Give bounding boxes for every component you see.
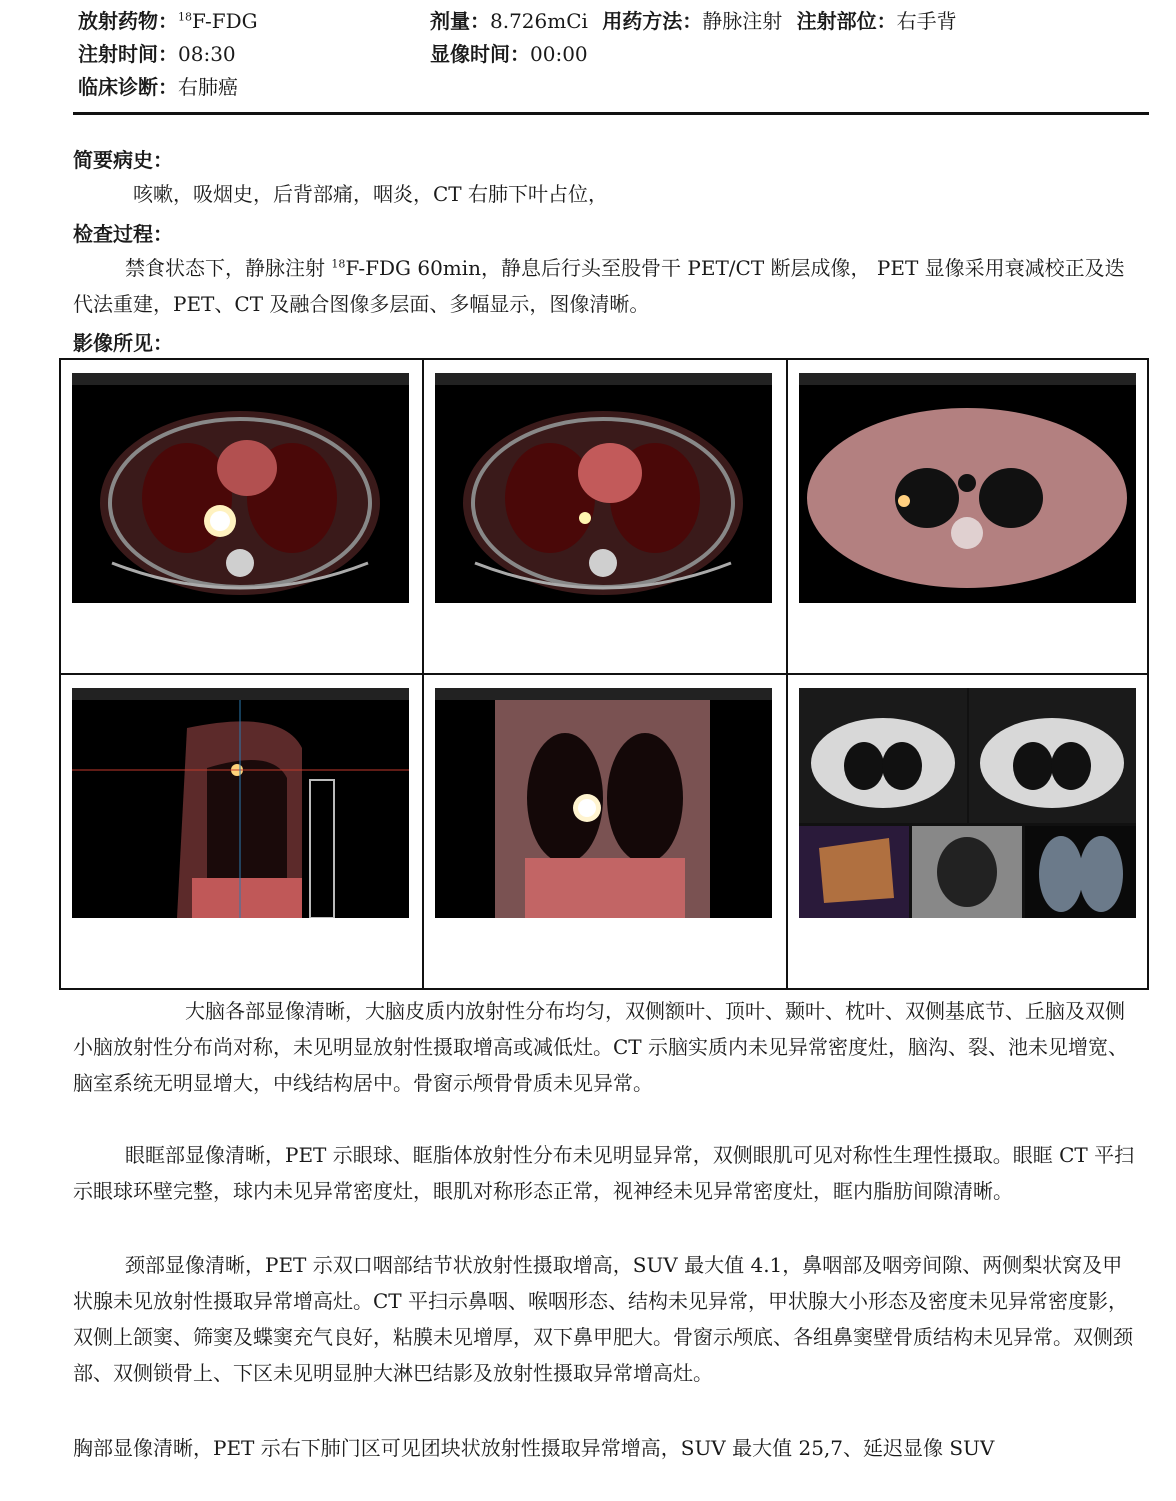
findings-title: 影像所见：	[73, 331, 173, 355]
imaging-time-row	[430, 38, 588, 70]
pet-ct-sagittal-image[interactable]	[72, 688, 409, 918]
finding-chest: 胸部显像清晰，PET 示右下肺门区可见团块状放射性摄取异常增高，SUV 最大值 25,7、延迟显像 SUV	[73, 1436, 995, 1460]
imaging-time-value: 00:00	[530, 42, 588, 66]
pet-ct-axial-image-3[interactable]	[799, 373, 1136, 603]
finding-orbit: 眼眶部显像清晰，PET 示眼球、眶脂体放射性分布未见明显异常，双侧眼肌可见对称性生理性摄取。眼眶 CT 平扫示眼球环壁完整，球内未见异常密度灶，眼肌对称形态正常，视神经未见异常密度灶，眶内脂肪间隙清晰。	[73, 1143, 1135, 1203]
diagnosis-value: 右肺癌	[178, 75, 238, 99]
site-label: 注射部位：	[796, 9, 897, 33]
dose-label: 剂量：	[430, 9, 490, 33]
method-label: 用药方法：	[602, 9, 703, 33]
drug-isotope-sup: 18	[178, 10, 192, 24]
inject-time-value: 08:30	[178, 42, 236, 66]
procedure-text	[73, 250, 1139, 322]
dose-value: 8.726mCi	[490, 9, 588, 33]
method-value: 静脉注射	[702, 9, 783, 33]
drug-label: 放射药物：	[78, 9, 178, 33]
pet-ct-axial-image-1[interactable]	[72, 373, 409, 603]
header-divider	[73, 112, 1149, 115]
grid-divider-h	[61, 673, 1147, 675]
procedure-title: 检查过程：	[73, 222, 173, 246]
drug-value: F-FDG	[192, 9, 258, 33]
imaging-time-label: 显像时间：	[430, 42, 530, 66]
pet-ct-coronal-image[interactable]	[435, 688, 772, 918]
dose-row	[430, 5, 957, 37]
history-text: 咳嗽，吸烟史，后背部痛，咽炎，CT 右肺下叶占位，	[133, 182, 608, 206]
diagnosis-label: 临床诊断：	[78, 75, 178, 99]
inject-time-label: 注射时间：	[78, 42, 178, 66]
image-grid	[59, 358, 1149, 990]
finding-neck: 颈部显像清晰，PET 示双口咽部结节状放射性摄取增高，SUV 最大值 4.1，鼻咽部及咽旁间隙、两侧梨状窝及甲状腺未见放射性摄取异常增高灶。CT 平扫示鼻咽、喉咽形态、结构未见异常，甲状腺大小形态及密度未见异常密度影，双侧上颌窦、筛窦及蝶窦充气良好，粘膜未见增厚，双下鼻甲肥大。骨窗示颅底、各组鼻窦壁骨质结构未见异常。双侧颈部、双侧锁骨上、下区未见明显肿大淋巴结影及放射性摄取异常增高灶。	[73, 1253, 1133, 1385]
procedure-text-pre: 禁食状态下，静脉注射	[125, 256, 332, 280]
ct-multiview-image[interactable]	[799, 688, 1136, 918]
drug-row	[78, 5, 258, 37]
procedure-text-post: F-FDG 60min，静息后行头至股骨干 PET/CT 断层成像， PET 显像采用衰减校正及迭代法重建，PET、CT 及融合图像多层面、多幅显示，图像清晰。	[73, 256, 1125, 316]
diagnosis-row	[78, 71, 238, 103]
finding-brain: 大脑各部显像清晰，大脑皮质内放射性分布均匀，双侧额叶、顶叶、颞叶、枕叶、双侧基底节、丘脑及双侧小脑放射性分布尚对称，未见明显放射性摄取增高或减低灶。CT 示脑实质内未见异常密度灶，脑沟、裂、池未见增宽、脑室系统无明显增大，中线结构居中。骨窗示颅骨骨质未见异常。	[73, 999, 1128, 1095]
procedure-isotope-sup: 18	[331, 257, 346, 271]
site-value: 右手背	[896, 9, 957, 33]
history-title: 简要病史：	[73, 148, 173, 172]
inject-time-row	[78, 38, 236, 70]
pet-ct-axial-image-2[interactable]	[435, 373, 772, 603]
